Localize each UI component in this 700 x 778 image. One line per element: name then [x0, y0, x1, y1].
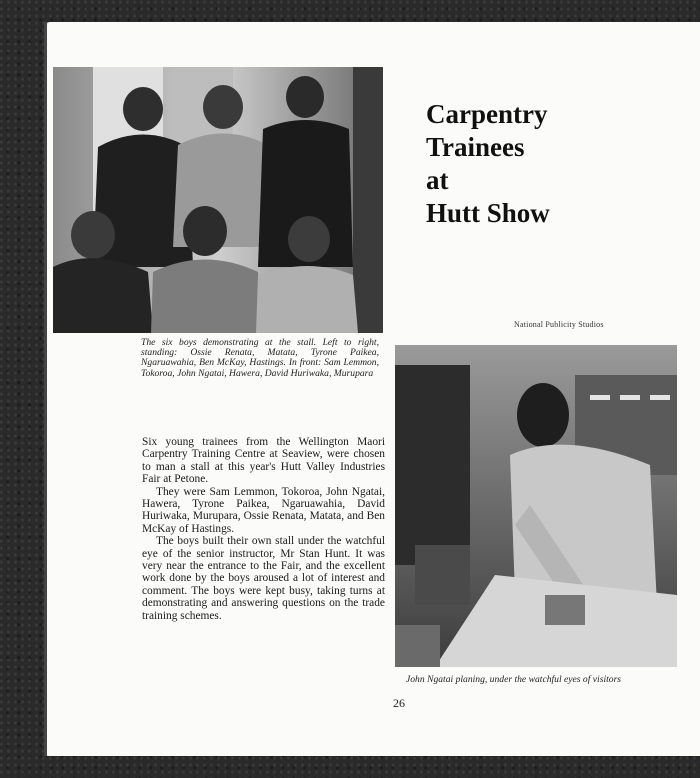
photo-credit: National Publicity Studios: [514, 320, 604, 329]
body-paragraph: The boys built their own stall under the watchful eye of the senior instructor, Mr Stan Hunt. It was very near the entrance to the Fair, and the excellent work done by the boys aroused a lot of interest and comment. The boys were kept busy, taking turns at demonstrating and answering questions on the trade training schemes.: [142, 535, 385, 622]
body-paragraph: They were Sam Lemmon, Tokoroa, John Ngatai, Hawera, Tyrone Paikea, Ngaruawahia, David Huriwaka, Murupara, Ossie Renata, Matata, and Ben McKay of Hastings.: [142, 485, 385, 535]
article-body: [142, 436, 385, 622]
article-title: [426, 98, 550, 230]
group-photo: [53, 67, 383, 333]
group-photo-caption: The six boys demonstrating at the stall. Left to right, standing: Ossie Renata, Matata, Tyrone Paikea, Ngaruawahia, Ben McKay, Hastings. In front: Sam Lemmon, Tokoroa, John Ngatai, Hawera, David Huriwaka, Murupara: [141, 337, 379, 379]
title-line: Carpentry: [426, 99, 548, 129]
title-line: Trainees: [426, 132, 525, 162]
group-photo-image: [53, 67, 383, 333]
planing-photo-image: [395, 345, 677, 667]
planing-photo: [395, 345, 677, 667]
planing-photo-caption: John Ngatai planing, under the watchful eyes of visitors: [406, 674, 622, 685]
page-number: 26: [393, 696, 405, 710]
page-binding-edge: [44, 22, 47, 756]
title-line: at: [426, 165, 449, 195]
magazine-page: [44, 22, 700, 756]
body-paragraph: Six young trainees from the Wellington Maori Carpentry Training Centre at Seaview, were chosen to man a stall at this year's Hutt Valley Industries Fair at Petone.: [142, 436, 385, 486]
title-line: Hutt Show: [426, 198, 550, 228]
